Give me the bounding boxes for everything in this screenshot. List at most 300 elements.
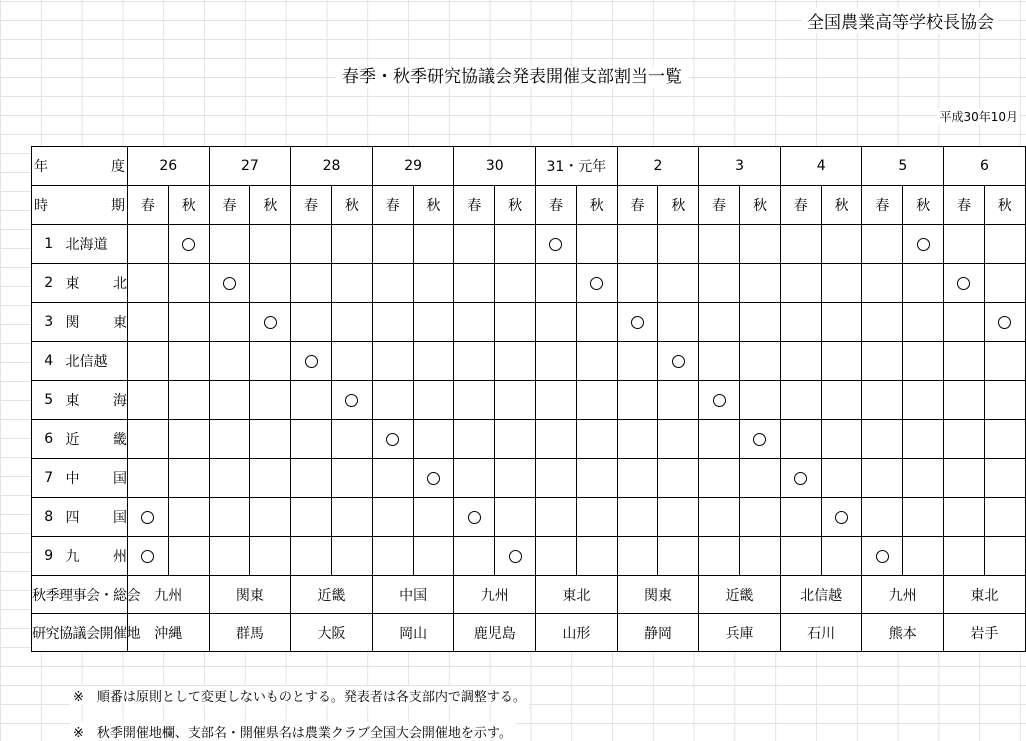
schedule-cell — [740, 381, 781, 420]
region-number: 2 — [32, 264, 66, 303]
schedule-cell — [903, 264, 944, 303]
schedule-cell — [740, 303, 781, 342]
year-header-cell: 30 — [454, 147, 536, 186]
region-name — [66, 381, 128, 420]
schedule-cell — [984, 381, 1025, 420]
schedule-cell — [617, 537, 658, 576]
year-label-b: 度 — [111, 159, 125, 175]
schedule-cell — [862, 225, 903, 264]
schedule-cell — [250, 303, 291, 342]
footer-cell: 岩手 — [944, 614, 1026, 652]
schedule-cell — [699, 225, 740, 264]
schedule-cell — [617, 342, 658, 381]
schedule-cell — [250, 264, 291, 303]
schedule-cell — [576, 498, 617, 537]
circle-mark-icon — [631, 316, 644, 329]
schedule-cell — [944, 537, 985, 576]
circle-mark-icon — [917, 238, 930, 251]
schedule-cell — [984, 264, 1025, 303]
footer-cell: 九州 — [128, 576, 210, 614]
schedule-cell — [699, 537, 740, 576]
region-name-part: 北海道 — [65, 237, 108, 253]
schedule-cell — [168, 498, 209, 537]
schedule-cell — [495, 498, 536, 537]
schedule-cell — [984, 303, 1025, 342]
schedule-cell — [495, 459, 536, 498]
schedule-cell — [536, 303, 577, 342]
schedule-cell — [209, 303, 250, 342]
spring-header-cell: 春 — [128, 186, 169, 225]
schedule-cell — [576, 537, 617, 576]
schedule-cell — [699, 342, 740, 381]
schedule-cell — [332, 381, 373, 420]
schedule-cell — [903, 303, 944, 342]
autumn-header-cell: 秋 — [740, 186, 781, 225]
region-name — [66, 459, 128, 498]
schedule-cell — [454, 225, 495, 264]
autumn-header-cell: 秋 — [903, 186, 944, 225]
schedule-cell — [536, 420, 577, 459]
schedule-cell — [128, 498, 169, 537]
schedule-cell — [168, 381, 209, 420]
footer-cell: 兵庫 — [699, 614, 781, 652]
schedule-cell — [699, 498, 740, 537]
schedule-cell — [413, 342, 454, 381]
schedule-cell — [699, 381, 740, 420]
schedule-cell — [780, 264, 821, 303]
circle-mark-icon — [509, 550, 522, 563]
schedule-cell — [372, 342, 413, 381]
circle-mark-icon — [590, 277, 603, 290]
schedule-cell — [699, 459, 740, 498]
region-row — [32, 459, 1026, 498]
schedule-cell — [780, 537, 821, 576]
year-header-cell: 28 — [291, 147, 373, 186]
region-name-part: 九 — [65, 549, 80, 565]
schedule-cell — [291, 537, 332, 576]
schedule-cell — [699, 303, 740, 342]
region-number: 1 — [32, 225, 66, 264]
schedule-cell — [536, 264, 577, 303]
schedule-cell — [291, 381, 332, 420]
schedule-cell — [536, 498, 577, 537]
footer-cell: 近畿 — [291, 576, 373, 614]
schedule-cell — [740, 498, 781, 537]
year-header-cell: 31・元年 — [536, 147, 618, 186]
schedule-cell — [372, 381, 413, 420]
year-header-cell: 3 — [699, 147, 781, 186]
autumn-header-cell: 秋 — [168, 186, 209, 225]
schedule-cell — [740, 225, 781, 264]
schedule-cell — [454, 498, 495, 537]
year-header-cell: 27 — [209, 147, 291, 186]
organization-name: 全国農業高等学校長協会 — [803, 8, 998, 33]
footer-cell: 近畿 — [699, 576, 781, 614]
schedule-cell — [658, 459, 699, 498]
schedule-cell — [495, 342, 536, 381]
schedule-cell — [536, 225, 577, 264]
schedule-cell — [862, 303, 903, 342]
schedule-cell — [128, 537, 169, 576]
schedule-cell — [128, 342, 169, 381]
schedule-cell — [332, 264, 373, 303]
schedule-cell — [658, 537, 699, 576]
schedule-cell — [862, 420, 903, 459]
spring-header-cell: 春 — [536, 186, 577, 225]
schedule-cell — [617, 459, 658, 498]
schedule-cell — [332, 420, 373, 459]
region-row — [32, 537, 1026, 576]
autumn-header-cell: 秋 — [658, 186, 699, 225]
schedule-cell — [576, 381, 617, 420]
region-number: 7 — [32, 459, 66, 498]
circle-mark-icon — [141, 511, 154, 524]
note-1: ※ 順番は原則として変更しないものとする。発表者は各支部内で調整する。 — [70, 686, 529, 705]
schedule-cell — [740, 420, 781, 459]
schedule-cell — [168, 342, 209, 381]
circle-mark-icon — [223, 277, 236, 290]
circle-mark-icon — [794, 472, 807, 485]
schedule-cell — [658, 381, 699, 420]
region-row — [32, 498, 1026, 537]
region-name-part: 東 — [65, 276, 80, 292]
region-name — [66, 342, 128, 381]
year-header-cell: 2 — [617, 147, 699, 186]
footer-label: 秋季理事会・総会 — [32, 576, 128, 614]
schedule-cell — [903, 381, 944, 420]
page-title — [0, 62, 1024, 87]
schedule-cell — [536, 342, 577, 381]
schedule-cell — [372, 420, 413, 459]
region-number: 3 — [32, 303, 66, 342]
schedule-cell — [944, 420, 985, 459]
schedule-cell — [576, 264, 617, 303]
period-header-row — [32, 186, 1026, 225]
region-name-part: 国 — [113, 471, 127, 487]
schedule-cell — [209, 420, 250, 459]
year-header-cell: 26 — [128, 147, 210, 186]
region-name-part: 北 — [113, 276, 127, 292]
region-number: 6 — [32, 420, 66, 459]
schedule-cell — [332, 303, 373, 342]
circle-mark-icon — [753, 433, 766, 446]
schedule-cell — [944, 225, 985, 264]
schedule-cell — [658, 264, 699, 303]
schedule-cell — [250, 381, 291, 420]
schedule-cell — [740, 264, 781, 303]
schedule-table — [31, 146, 1026, 652]
footer-cell: 群馬 — [209, 614, 291, 652]
circle-mark-icon — [549, 238, 562, 251]
schedule-cell — [780, 459, 821, 498]
circle-mark-icon — [345, 394, 358, 407]
schedule-cell — [944, 381, 985, 420]
region-row — [32, 225, 1026, 264]
autumn-header-cell: 秋 — [250, 186, 291, 225]
schedule-cell — [372, 498, 413, 537]
schedule-cell — [209, 342, 250, 381]
schedule-cell — [291, 459, 332, 498]
page-title-text: 春季・秋季研究協議会発表開催支部割当一覧 — [336, 67, 688, 87]
footer-cell: 北信越 — [780, 576, 862, 614]
autumn-header-cell: 秋 — [332, 186, 373, 225]
schedule-cell — [209, 537, 250, 576]
schedule-cell — [903, 537, 944, 576]
schedule-cell — [944, 459, 985, 498]
schedule-cell — [944, 303, 985, 342]
schedule-cell — [617, 420, 658, 459]
schedule-cell — [291, 264, 332, 303]
schedule-cell — [658, 225, 699, 264]
schedule-cell — [332, 459, 373, 498]
schedule-cell — [128, 264, 169, 303]
schedule-cell — [780, 498, 821, 537]
document-date: 平成30年10月 — [939, 110, 1018, 124]
autumn-header-cell: 秋 — [821, 186, 862, 225]
circle-mark-icon — [998, 316, 1011, 329]
schedule-cell — [740, 537, 781, 576]
footer-cell: 東北 — [944, 576, 1026, 614]
footer-cell: 九州 — [454, 576, 536, 614]
schedule-cell — [495, 381, 536, 420]
schedule-cell — [984, 420, 1025, 459]
region-name-part: 東 — [65, 393, 80, 409]
schedule-table-body — [32, 147, 1026, 652]
schedule-cell — [658, 342, 699, 381]
schedule-cell — [862, 381, 903, 420]
schedule-cell — [821, 342, 862, 381]
footer-row-row2 — [32, 614, 1026, 652]
schedule-cell — [617, 303, 658, 342]
schedule-cell — [862, 498, 903, 537]
year-header-cell: 29 — [372, 147, 454, 186]
region-name-part: 東 — [113, 315, 127, 331]
region-name — [66, 264, 128, 303]
schedule-cell — [944, 264, 985, 303]
schedule-cell — [821, 459, 862, 498]
schedule-cell — [495, 420, 536, 459]
schedule-cell — [495, 225, 536, 264]
region-name — [66, 498, 128, 537]
schedule-cell — [413, 381, 454, 420]
schedule-cell — [332, 498, 373, 537]
schedule-cell — [372, 303, 413, 342]
schedule-cell — [984, 342, 1025, 381]
schedule-cell — [740, 459, 781, 498]
schedule-cell — [332, 225, 373, 264]
schedule-cell — [413, 537, 454, 576]
note-2: ※ 秋季開催地欄、支部名・開催県名は農業クラブ全国大会開催地を示す。 — [70, 722, 515, 741]
schedule-cell — [699, 264, 740, 303]
schedule-cell — [250, 342, 291, 381]
schedule-cell — [332, 342, 373, 381]
year-header-cell: 5 — [862, 147, 944, 186]
schedule-cell — [699, 420, 740, 459]
schedule-cell — [209, 381, 250, 420]
schedule-cell — [862, 537, 903, 576]
schedule-cell — [413, 420, 454, 459]
schedule-cell — [495, 264, 536, 303]
schedule-cell — [413, 498, 454, 537]
spring-header-cell: 春 — [617, 186, 658, 225]
circle-mark-icon — [427, 472, 440, 485]
schedule-cell — [250, 225, 291, 264]
region-row — [32, 381, 1026, 420]
spring-header-cell: 春 — [291, 186, 332, 225]
schedule-cell — [984, 225, 1025, 264]
region-row — [32, 264, 1026, 303]
schedule-cell — [291, 498, 332, 537]
schedule-cell — [454, 303, 495, 342]
schedule-cell — [413, 303, 454, 342]
year-header-cell: 4 — [780, 147, 862, 186]
schedule-cell — [862, 264, 903, 303]
schedule-cell — [168, 459, 209, 498]
footer-cell: 岡山 — [372, 614, 454, 652]
schedule-cell — [576, 303, 617, 342]
footer-cell: 関東 — [209, 576, 291, 614]
circle-mark-icon — [835, 511, 848, 524]
spring-header-cell: 春 — [862, 186, 903, 225]
footer-cell: 九州 — [862, 576, 944, 614]
schedule-cell — [984, 459, 1025, 498]
footer-row-row1 — [32, 576, 1026, 614]
schedule-cell — [413, 225, 454, 264]
schedule-cell — [617, 381, 658, 420]
region-name-part: 中 — [65, 471, 80, 487]
schedule-cell — [291, 303, 332, 342]
spring-header-cell: 春 — [209, 186, 250, 225]
region-name-part: 関 — [65, 315, 80, 331]
schedule-cell — [903, 459, 944, 498]
region-number: 4 — [32, 342, 66, 381]
circle-mark-icon — [672, 355, 685, 368]
schedule-cell — [740, 342, 781, 381]
spring-header-cell: 春 — [699, 186, 740, 225]
schedule-cell — [903, 342, 944, 381]
schedule-cell — [536, 537, 577, 576]
region-number: 9 — [32, 537, 66, 576]
schedule-cell — [903, 498, 944, 537]
schedule-cell — [372, 537, 413, 576]
footer-cell: 沖縄 — [128, 614, 210, 652]
year-header-row — [32, 147, 1026, 186]
schedule-cell — [821, 264, 862, 303]
schedule-cell — [903, 225, 944, 264]
schedule-cell — [454, 420, 495, 459]
circle-mark-icon — [305, 355, 318, 368]
spring-header-cell: 春 — [944, 186, 985, 225]
footer-cell: 熊本 — [862, 614, 944, 652]
region-name-part: 州 — [113, 549, 127, 565]
schedule-cell — [168, 264, 209, 303]
schedule-cell — [862, 459, 903, 498]
footer-cell: 関東 — [617, 576, 699, 614]
schedule-cell — [128, 420, 169, 459]
period-header-label — [32, 186, 128, 225]
schedule-cell — [413, 459, 454, 498]
footer-cell: 鹿児島 — [454, 614, 536, 652]
footer-cell: 中国 — [372, 576, 454, 614]
circle-mark-icon — [264, 316, 277, 329]
schedule-cell — [128, 303, 169, 342]
schedule-cell — [168, 303, 209, 342]
period-label-a: 時 — [34, 198, 48, 214]
footer-cell: 東北 — [536, 576, 618, 614]
footer-label: 研究協議会開催地 — [32, 614, 128, 652]
schedule-cell — [454, 342, 495, 381]
circle-mark-icon — [468, 511, 481, 524]
year-header-label — [32, 147, 128, 186]
schedule-cell — [454, 459, 495, 498]
schedule-cell — [168, 537, 209, 576]
schedule-cell — [780, 420, 821, 459]
region-name — [66, 420, 128, 459]
schedule-cell — [576, 420, 617, 459]
region-name-part: 海 — [113, 393, 127, 409]
year-header-cell: 6 — [944, 147, 1026, 186]
region-name — [66, 225, 128, 264]
region-number: 5 — [32, 381, 66, 420]
schedule-cell — [617, 498, 658, 537]
autumn-header-cell: 秋 — [413, 186, 454, 225]
schedule-cell — [821, 381, 862, 420]
region-name-part: 国 — [113, 510, 127, 526]
schedule-cell — [780, 225, 821, 264]
autumn-header-cell: 秋 — [984, 186, 1025, 225]
schedule-cell — [168, 225, 209, 264]
schedule-cell — [250, 498, 291, 537]
schedule-cell — [576, 342, 617, 381]
year-label-a: 年 — [34, 159, 48, 175]
region-name — [66, 537, 128, 576]
schedule-cell — [658, 420, 699, 459]
schedule-cell — [372, 225, 413, 264]
schedule-cell — [291, 342, 332, 381]
schedule-cell — [821, 498, 862, 537]
schedule-cell — [862, 342, 903, 381]
schedule-cell — [576, 459, 617, 498]
schedule-cell — [536, 459, 577, 498]
schedule-cell — [821, 303, 862, 342]
circle-mark-icon — [141, 550, 154, 563]
schedule-cell — [128, 225, 169, 264]
schedule-cell — [658, 498, 699, 537]
schedule-cell — [821, 537, 862, 576]
schedule-cell — [454, 537, 495, 576]
schedule-cell — [495, 303, 536, 342]
schedule-cell — [291, 420, 332, 459]
region-number: 8 — [32, 498, 66, 537]
schedule-cell — [821, 420, 862, 459]
schedule-cell — [209, 498, 250, 537]
schedule-cell — [250, 537, 291, 576]
schedule-cell — [209, 264, 250, 303]
schedule-cell — [780, 381, 821, 420]
spring-header-cell: 春 — [454, 186, 495, 225]
schedule-cell — [128, 381, 169, 420]
schedule-cell — [372, 459, 413, 498]
schedule-cell — [617, 264, 658, 303]
region-name-part: 北信越 — [65, 354, 108, 370]
circle-mark-icon — [876, 550, 889, 563]
circle-mark-icon — [182, 238, 195, 251]
region-row — [32, 303, 1026, 342]
schedule-cell — [454, 381, 495, 420]
footer-cell: 静岡 — [617, 614, 699, 652]
schedule-cell — [250, 459, 291, 498]
schedule-cell — [209, 459, 250, 498]
